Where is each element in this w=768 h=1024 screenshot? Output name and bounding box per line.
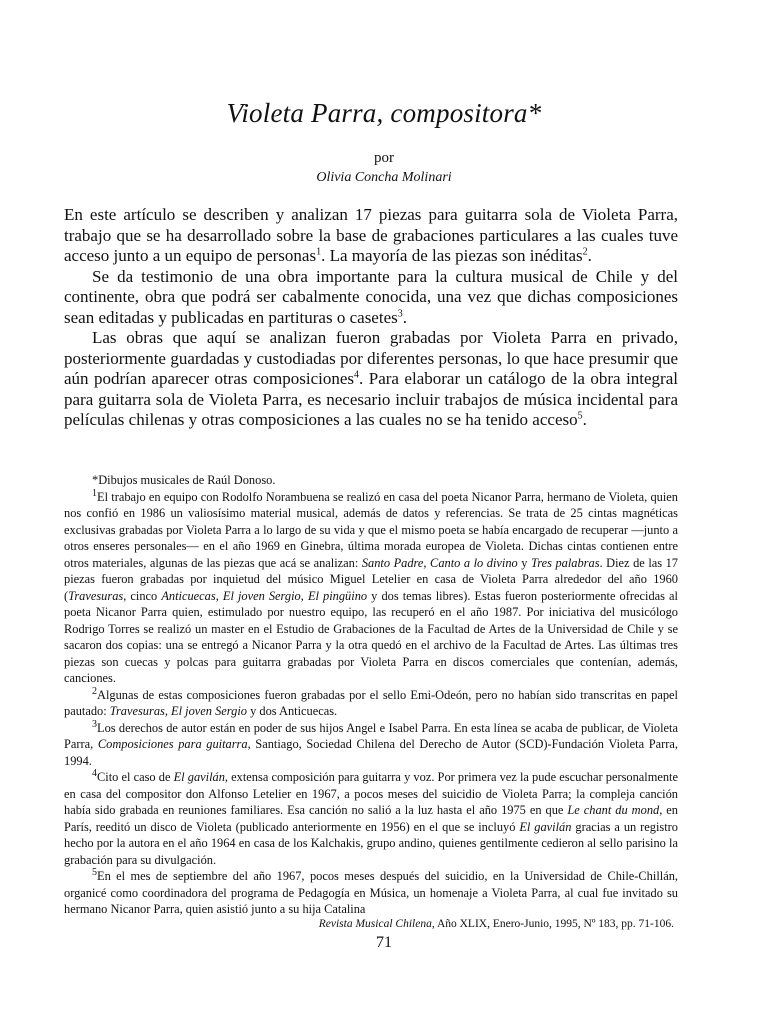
footnotes (64, 472, 678, 918)
footnote-ref-5: 5 (577, 410, 583, 422)
footnote-3: $^3$Los derechos de autor están en poder de sus hijos Angel e Isabel Parra. En esta línea se acaba de publicar, de Violeta Parra, Composiciones para guitarra, Santiago, Sociedad Chilena del Derecho de Autor (SCD)-Fundación Violeta Parra, 1994. (64, 718, 678, 768)
footnote-2: $^2$Algunas de estas composiciones fueron grabadas por el sello Emi-Odeón, pero no habían sido transcritas en papel pautado: Travesuras, El joven Sergio y dos Anticuecas. (64, 685, 678, 718)
citation-details: , Año XLIX, Enero-Junio, 1995, Nº 183, pp. 71-106. (431, 918, 674, 930)
footnote-star: *Dibujos musicales de Raúl Donoso. (92, 473, 276, 487)
article-body (64, 205, 678, 431)
page-number: 71 (376, 934, 392, 951)
body-paragraph-1: En este artículo se describen y analizan 17 piezas para guitarra sola de Violeta Parra, trabajo que se ha desarrollado sobre la base de grabaciones particulares a las cuales tuve acceso junto a un equipo de personas$^1$. La mayoría de las piezas son inéditas$^2$. (64, 205, 678, 265)
journal-citation (64, 918, 674, 930)
footnote-ref-2: 2 (582, 246, 588, 258)
body-paragraph-3: Las obras que aquí se analizan fueron grabadas por Violeta Parra en privado, posteriormente guardadas y custodiadas por diferentes personas, lo que hace presumir que aún podrían aparecer otras composiciones$^4$. Para elaborar un catálogo de la obra integral para guitarra sola de Violeta Parra, es necesario incluir trabajos de música incidental para películas chilenas y otras composiciones a las cuales no se ha tenido acceso$^5$. (64, 328, 678, 429)
footnote-ref-4: 4 (354, 369, 360, 381)
footnote-1: $^1$El trabajo en equipo con Rodolfo Norambuena se realizó en casa del poeta Nicanor Parra, hermano de Violeta, quien nos confió en 1986 un valiosísimo material musical, además de datos y referencias. Se trata de 25 cintas magnéticas exclusivas grabadas por Violeta Parra a lo largo de su vida y que el mismo poeta se había encargado de recuperar —junto a otros enseres personales— en el año 1969 en Ginebra, última morada europea de Violeta. Dichas cintas contienen entre otros materiales, algunas de las piezas que acá se analizan: Santo Padre, Canto a lo divino y Tres palabras. Diez de las 17 piezas fueron grabadas por inquietud del músico Miguel Letelier en casa de Violeta Parra alrededor del año 1960 (Travesuras, cinco Anticuecas, El joven Sergio, El pingüino y dos temas libres). Estas fueron posteriormente ofrecidas al poeta Nicanor Parra quien, estimulado por nuestro equipo, las recuperó en el año 1987. Por iniciativa del musicólogo Rodrigo Torres se realizó un master en el Estudio de Grabaciones de la Facultad de Artes de la Universidad de Chile y se sacaron dos copias: una se entregó a Nicanor Parra y la otra quedó en el archivo de la Facultad de Artes. Las últimas tres piezas son cuecas y polcas para guitarra grabadas por Violeta Parra en discos comerciales que contenían, además, canciones. (64, 487, 679, 685)
journal-name: Revista Musical Chilena (318, 918, 432, 930)
article-title: Violeta Parra, compositora* (226, 98, 542, 128)
body-paragraph-2: Se da testimonio de una obra importante para la cultura musical de Chile y del continente, obra que podrá ser cabalmente conocida, una vez que dichas composiciones sean editadas y publicadas en partituras o casetes$^3$. (64, 266, 678, 327)
author-name: Olivia Concha Molinari (316, 170, 452, 185)
footnote-ref-3: 3 (397, 307, 403, 319)
footnote-ref-1: 1 (316, 246, 322, 258)
footnote-4: $^4$Cito el caso de El gavilán, extensa composición para guitarra y voz. Por primera vez la pude escuchar personalmente en casa del compositor don Alfonso Letelier en 1967, a pocos meses del suicidio de Violeta Parra; la compleja canción había sido grabada en reuniones familiares. Esa canción no salió a la luz hasta el año 1975 en que Le chant du mond, en París, reeditó un disco de Violeta (publicado anteriormente en 1956) en el que se incluyó El gavilán gracias a un registro hecho por la autora en el año 1964 en casa de los Kalchakis, grupo andino, quienes gentilmente cedieron al sello parisino la grabación para su divulgación. (64, 767, 678, 867)
footnote-5: $^5$En el mes de septiembre del año 1967, pocos meses después del suicidio, en la Universidad de Chile-Chillán, organicé como coordinadora del programa de Pedagogía en Música, un homenaje a Violeta Parra, al cual fue invitado su hermano Nicanor Parra, quien asistió junto a su hija Catalina (64, 866, 678, 916)
byline-por: por (374, 150, 394, 166)
